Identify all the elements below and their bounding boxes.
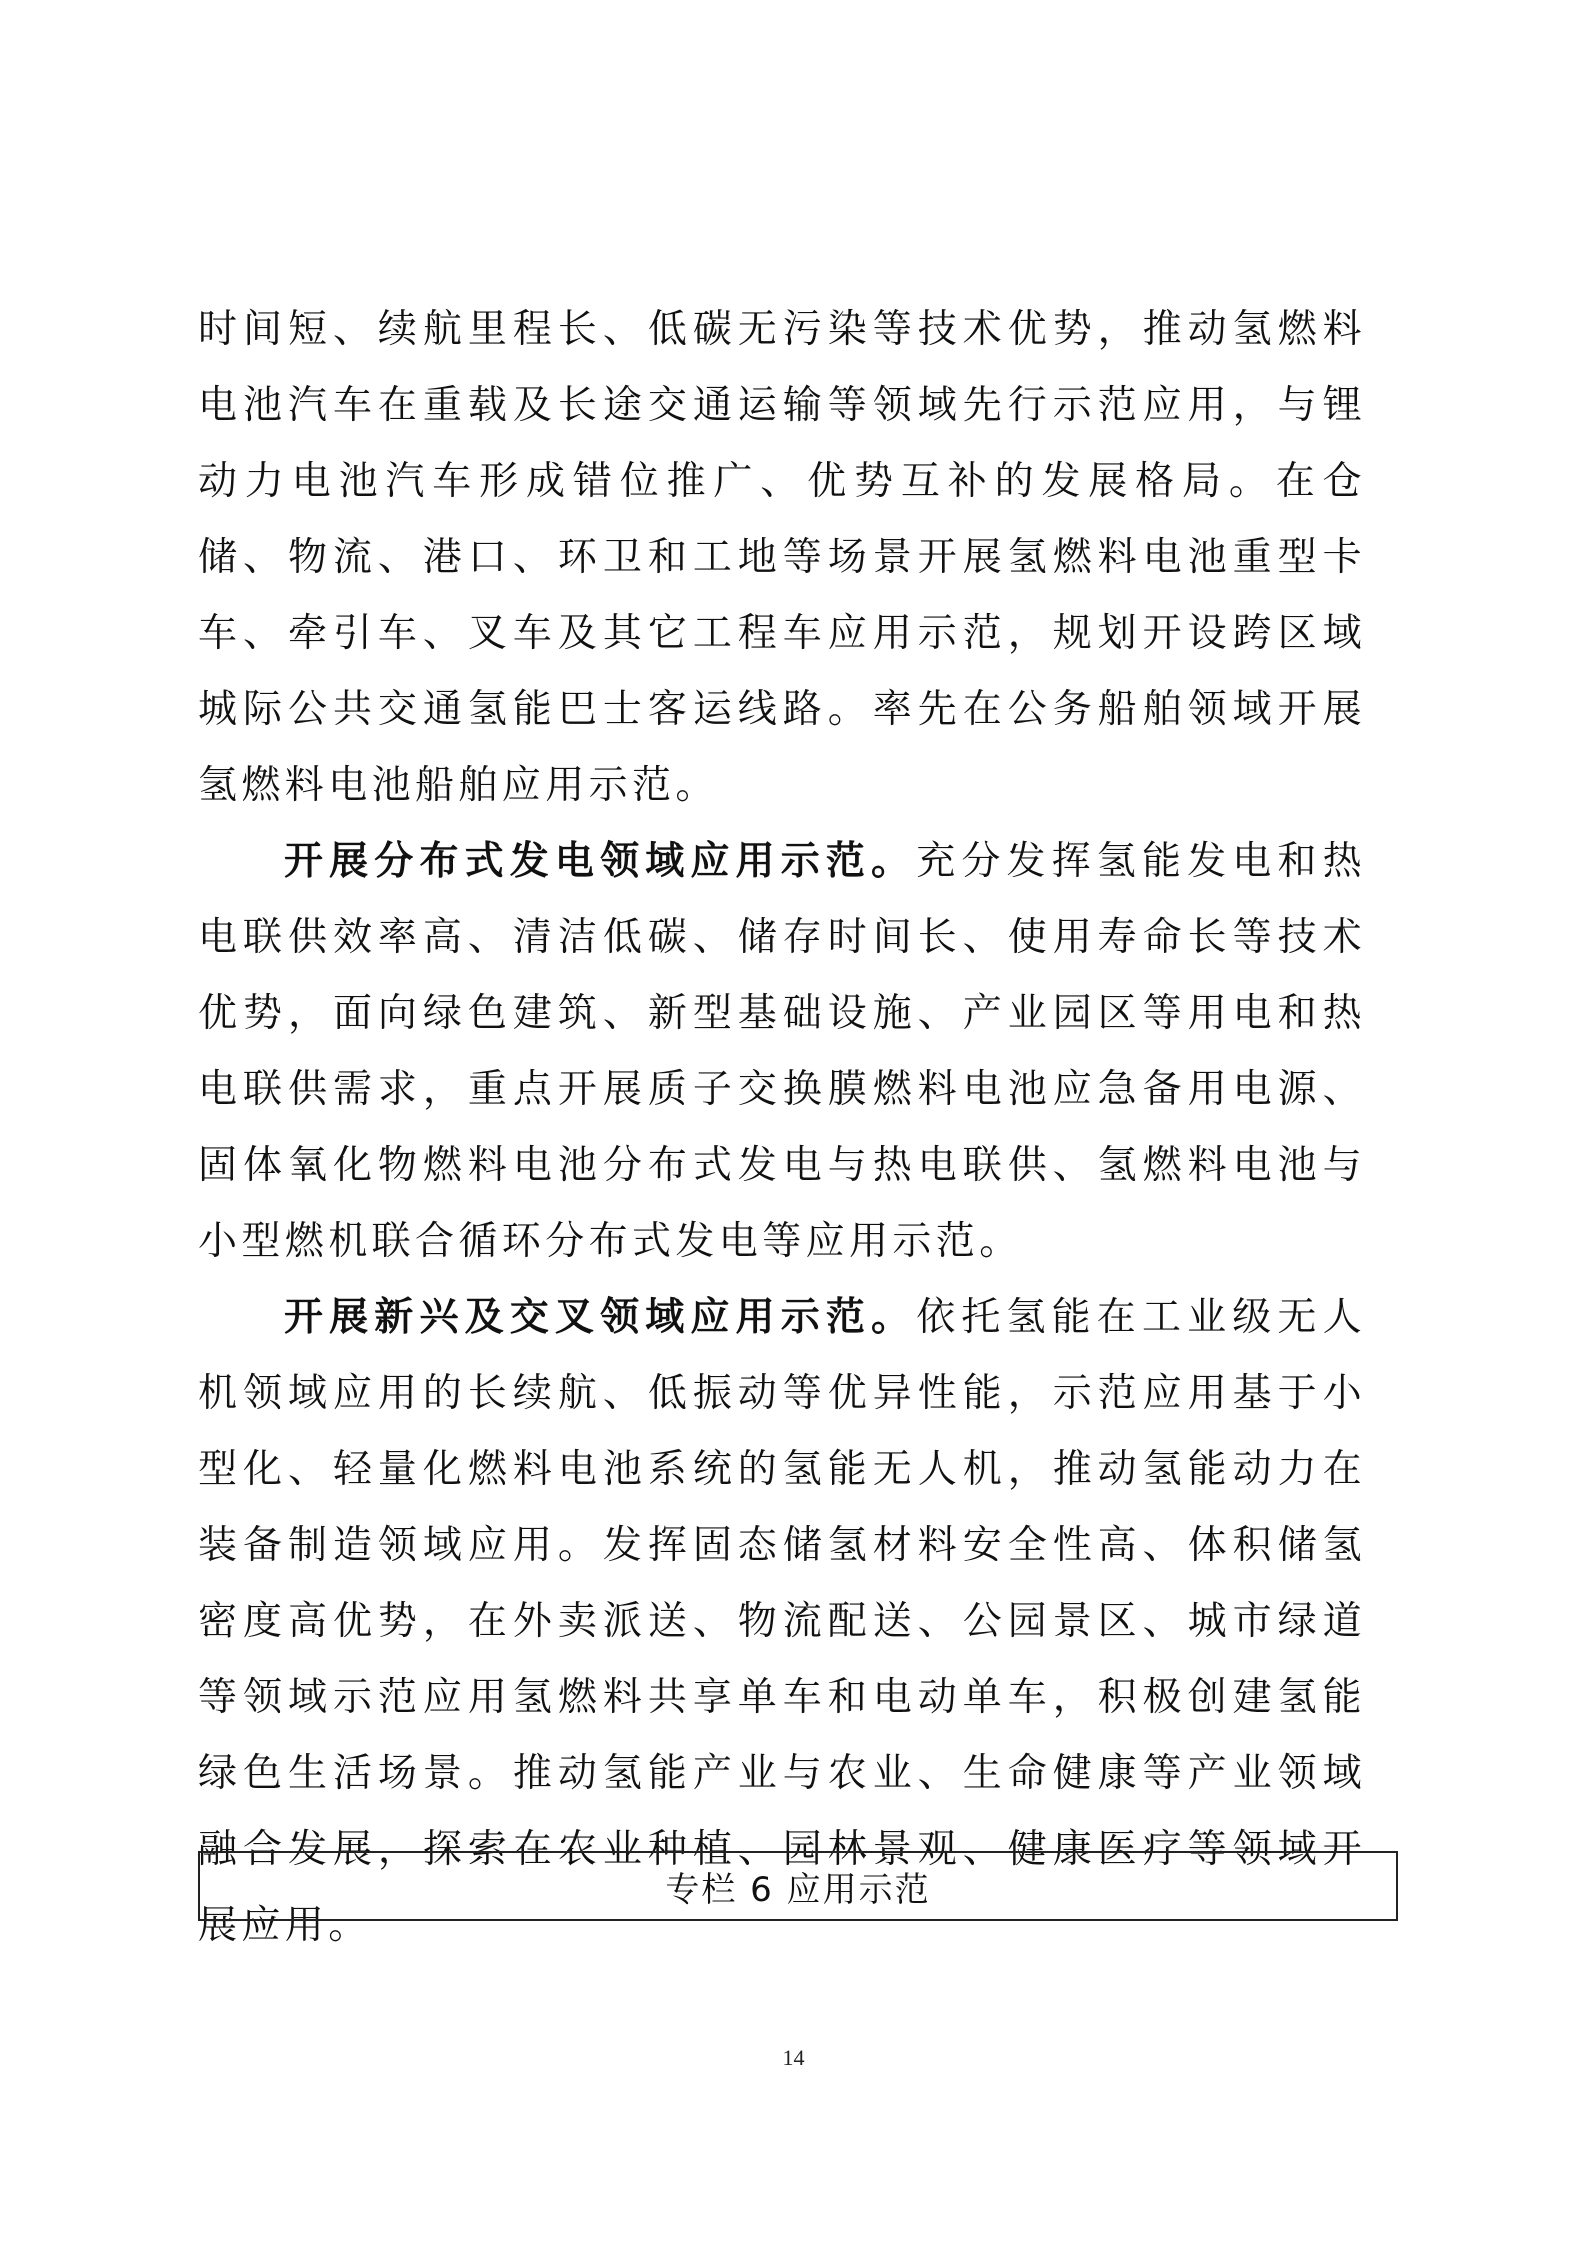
paragraph-body: 充分发挥氢能发电和热电联供效率高、清洁低碳、储存时间长、使用寿命长等技术优势，面向绿色建筑、新型基础设施、产业园区等用电和热电联供需求，重点开展质子交换膜燃料电池应急备用电源、固体氧化物燃料电池分布式发电与热电联供、氢燃料电池与小型燃机联合循环分布式发电等应用示范。 xyxy=(198,839,1366,1264)
column-box-title: 专栏 6 应用示范 xyxy=(665,1869,931,1910)
paragraph-continuation xyxy=(198,292,1366,824)
column-box xyxy=(198,1851,1398,1921)
paragraph-distributed-generation xyxy=(198,824,1366,1280)
paragraph-lead: 开展分布式发电领域应用示范。 xyxy=(284,839,917,884)
paragraph-lead: 开展新兴及交叉领域应用示范。 xyxy=(284,1295,917,1340)
paragraph-body: 时间短、续航里程长、低碳无污染等技术优势，推动氢燃料电池汽车在重载及长途交通运输等领域先行示范应用，与锂动力电池汽车形成错位推广、优势互补的发展格局。在仓储、物流、港口、环卫和工地等场景开展氢燃料电池重型卡车、牵引车、叉车及其它工程车应用示范，规划开设跨区域城际公共交通氢能巴士客运线路。率先在公务船舶领域开展氢燃料电池船舶应用示范。 xyxy=(198,307,1366,808)
body-text xyxy=(198,292,1366,1964)
page-number: 14 xyxy=(782,2045,805,2070)
paragraph-body: 依托氢能在工业级无人机领域应用的长续航、低振动等优异性能，示范应用基于小型化、轻量化燃料电池系统的氢能无人机，推动氢能动力在装备制造领域应用。发挥固态储氢材料安全性高、体积储氢密度高优势，在外卖派送、物流配送、公园景区、城市绿道等领域示范应用氢燃料共享单车和电动单车，积极创建氢能绿色生活场景。推动氢能产业与农业、生命健康等产业领域融合发展，探索在农业种植、园林景观、健康医疗等领域开展应用。 xyxy=(198,1295,1366,1948)
